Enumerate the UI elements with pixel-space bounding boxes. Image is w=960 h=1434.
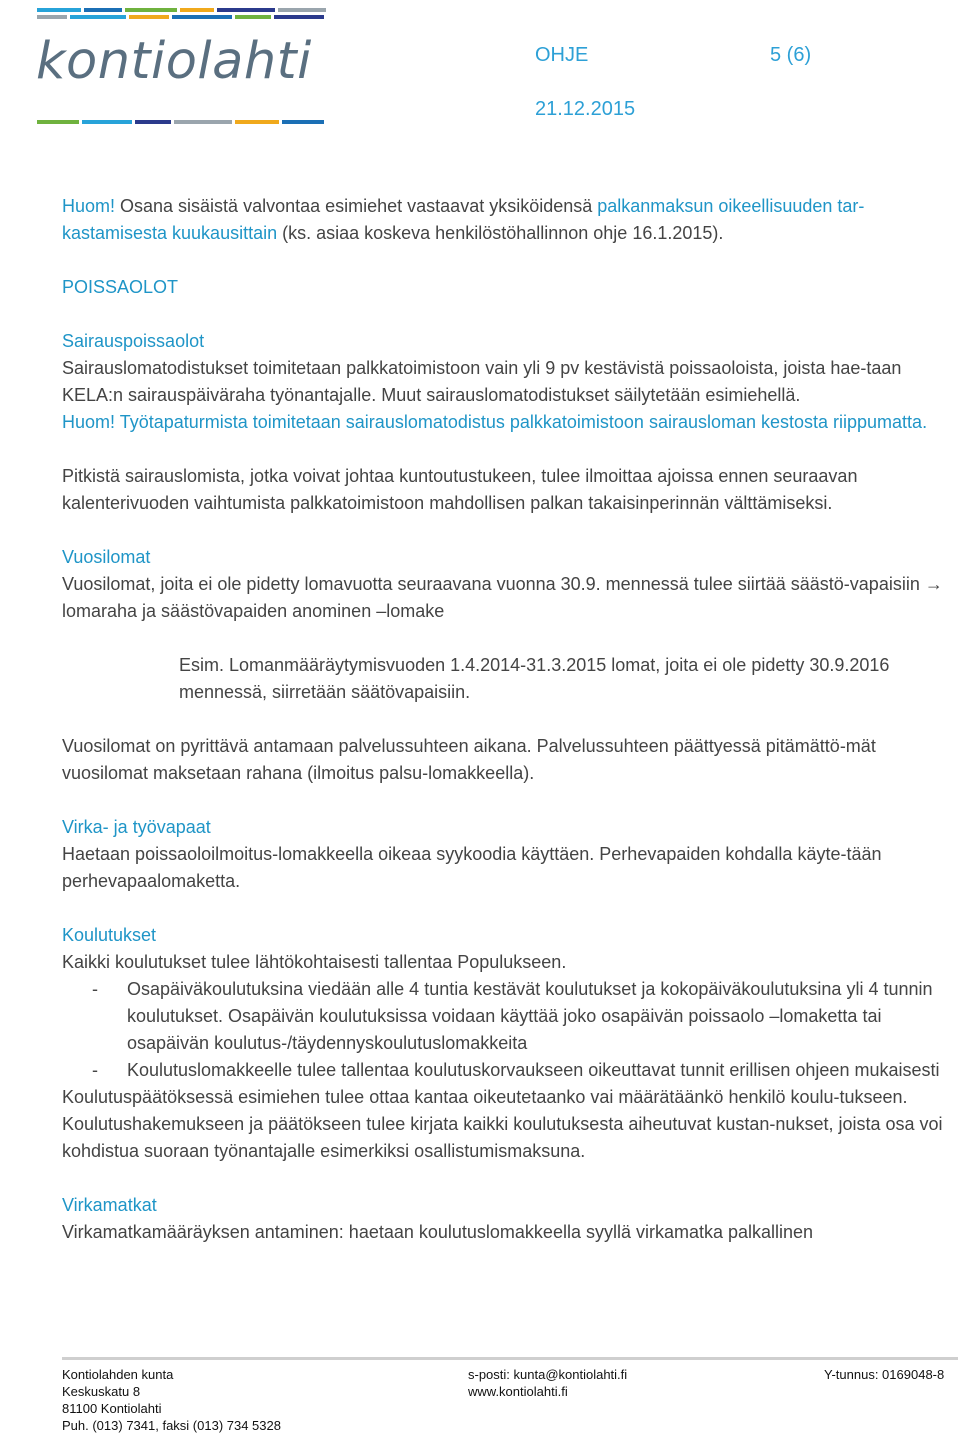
logo-stripe-row-2 xyxy=(37,15,327,19)
sairaus-heading: Sairauspoissaolot xyxy=(62,331,205,351)
intro-paragraph xyxy=(62,193,950,247)
virka-text: Haetaan poissaoloilmoitus-lomakkeella oikeaa syykoodia käyttäen. Perhevapaiden kohdalla käyte-tään perhevapaalomaketta. xyxy=(62,844,882,891)
intro-highlight: palkanmaksun oikeellisuuden tar-kastamisesta kuukausittain xyxy=(62,196,865,243)
koulutukset-text-2: Koulutuspäätöksessä esimiehen tulee ottaa kantaa oikeutetaanko vai määrätäänkö henkilö koulu-tukseen. Koulutushakemukseen ja päätökseen tulee kirjata kaikki koulutuksesta aiheutuvat kustan-nukset, joista osa voi kohdistua suoraan työnantajalle esimerkiksi osallistumismaksuna. xyxy=(62,1087,943,1161)
sairaus-huom-label: Huom! xyxy=(62,412,116,432)
list-item-text: Koulutuslomakkeelle tulee tallentaa koulutuskorvaukseen oikeuttavat tunnit erillisen ohjeen mukaisesti xyxy=(127,1060,940,1080)
footer-business-id-block xyxy=(824,1366,944,1383)
virkamatkat-heading: Virkamatkat xyxy=(62,1195,157,1215)
koulutukset-text-1: Kaikki koulutukset tulee lähtökohtaisesti tallentaa Populukseen. xyxy=(62,952,567,972)
list-item xyxy=(62,976,950,1057)
intro-huom-label: Huom! xyxy=(62,196,116,216)
vuosilomat-text-1: Vuosilomat, joita ei ole pidetty lomavuotta seuraavana vuonna 30.9. mennessä tulee siirtää säästö-vapaisiin → lomaraha ja säästövapaiden anominen –lomake xyxy=(62,574,943,621)
footer-address xyxy=(62,1366,281,1434)
virka-heading: Virka- ja työvapaat xyxy=(62,817,211,837)
footer-business-id: Y-tunnus: 0169048-8 xyxy=(824,1367,945,1382)
list-dash: - xyxy=(92,1060,98,1080)
document-date: 21.12.2015 xyxy=(535,98,636,120)
koulutukset-list xyxy=(62,976,950,1084)
logo-underline-stripes xyxy=(37,120,327,124)
intro-text-1: Osana sisäistä valvontaa esimiehet vastaavat yksiköidensä xyxy=(115,196,598,216)
logo-stripes xyxy=(37,8,327,22)
section-title: POISSAOLOT xyxy=(62,277,179,297)
footer-contact xyxy=(468,1366,627,1400)
vuosilomat-heading: Vuosilomat xyxy=(62,547,151,567)
sairaus-huom-text: Työtapaturmista toimitetaan sairauslomatodistus palkkatoimistoon sairausloman kestosta riippumatta. xyxy=(115,412,928,432)
footer-email[interactable]: s-posti: kunta@kontiolahti.fi xyxy=(468,1367,628,1382)
footer-street: Keskuskatu 8 xyxy=(62,1384,141,1399)
sairaus-text-2: Pitkistä sairauslomista, jotka voivat johtaa kuntoutustukeen, tulee ilmoittaa ajoissa ennen seuraavan kalenterivuoden vaihtumista palkkatoimistoon mahdollisen palkan takaisinperinnän välttämiseksi. xyxy=(62,466,858,513)
page-number: 5 (6) xyxy=(770,44,812,66)
vuosilomat-text-2: Vuosilomat on pyrittävä antamaan palvelussuhteen aikana. Palvelussuhteen päättyessä pitämättö-mät vuosilomat maksetaan rahana (ilmoitus palsu-lomakkeella). xyxy=(62,736,876,783)
footer-phone: Puh. (013) 7341, faksi (013) 734 5328 xyxy=(62,1418,281,1433)
logo-wordmark: kontiolahti xyxy=(36,32,312,91)
footer-divider xyxy=(62,1357,958,1360)
list-dash: - xyxy=(92,979,98,999)
intro-text-2: (ks. asiaa koskeva henkilöstöhallinnon ohje 16.1.2015). xyxy=(277,223,724,243)
footer-website[interactable]: www.kontiolahti.fi xyxy=(468,1384,568,1399)
footer-org-name: Kontiolahden kunta xyxy=(62,1367,174,1382)
document-body xyxy=(62,193,950,1246)
virkamatkat-text: Virkamatkamääräyksen antaminen: haetaan koulutuslomakkeella syyllä virkamatka palkallinen xyxy=(62,1222,814,1242)
list-item xyxy=(62,1057,950,1084)
footer-postal: 81100 Kontiolahti xyxy=(62,1401,162,1416)
vuosilomat-example: Esim. Lomanmääräytymisvuoden 1.4.2014-31.3.2015 lomat, joita ei ole pidetty 30.9.2016 mennessä, siirretään säätövapaisiin. xyxy=(179,655,890,702)
sairaus-text-1: Sairauslomatodistukset toimitetaan palkkatoimistoon vain yli 9 pv kestävistä poissaoloista, joista hae-taan KELA:n sairauspäiväraha työnantajalle. Muut sairauslomatodistukset säilytetään esimiehellä. xyxy=(62,358,902,405)
document-type: OHJE xyxy=(535,44,589,66)
koulutukset-heading: Koulutukset xyxy=(62,925,157,945)
sairaus-huom-paragraph xyxy=(62,409,950,436)
list-item-text: Osapäiväkoulutuksina viedään alle 4 tuntia kestävät koulutukset ja kokopäiväkoulutuksina yli 4 tunnin koulutukset. Osapäivän koulutuksissa voidaan käyttää joko osapäivän poissaolo –lomaketta tai osapäivän koulutus-/täydennyskoulutuslomakkeita xyxy=(127,979,933,1053)
logo-stripe-row-1 xyxy=(37,8,327,12)
